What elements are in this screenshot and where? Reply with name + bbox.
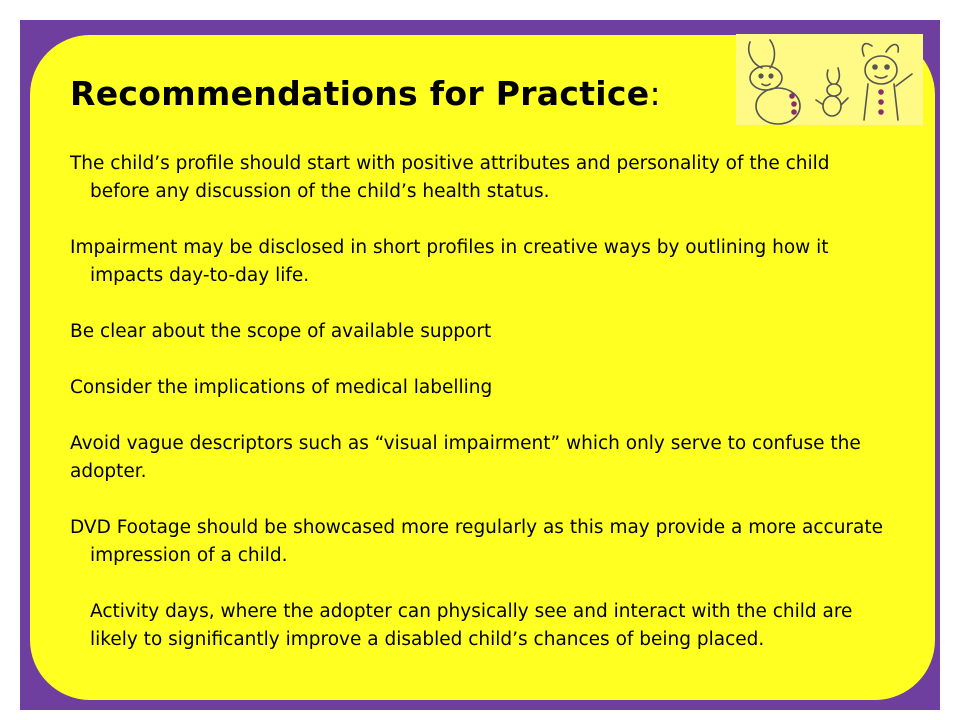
recommendation-3: Be clear about the scope of available support [70,321,492,342]
recommendation-1: The child’s profile should start with positive attributes and personality of the child before any discussion of the child’s health status. [70,153,830,202]
recommendation-5: Avoid vague descriptors such as “visual impairment” which only serve to confuse the adopter. [70,433,861,482]
slide-title-colon: : [649,74,661,113]
recommendation-6: DVD Footage should be showcased more regularly as this may provide a more accurate impression of a child. [70,517,883,566]
bunnies-drawing [736,34,923,125]
cartoon-bunnies-icon [736,34,923,125]
recommendation-2: Impairment may be disclosed in short profiles in creative ways by outlining how it impacts day-to-day life. [70,237,829,286]
recommendations-list [70,150,890,654]
slide-title [70,74,661,113]
recommendation-4: Consider the implications of medical labelling [70,377,493,398]
recommendation-7: Activity days, where the adopter can physically see and interact with the child are likely to significantly improve a disabled child’s chances of being placed. [90,601,853,650]
slide-title-text: Recommendations for Practice [70,74,650,113]
